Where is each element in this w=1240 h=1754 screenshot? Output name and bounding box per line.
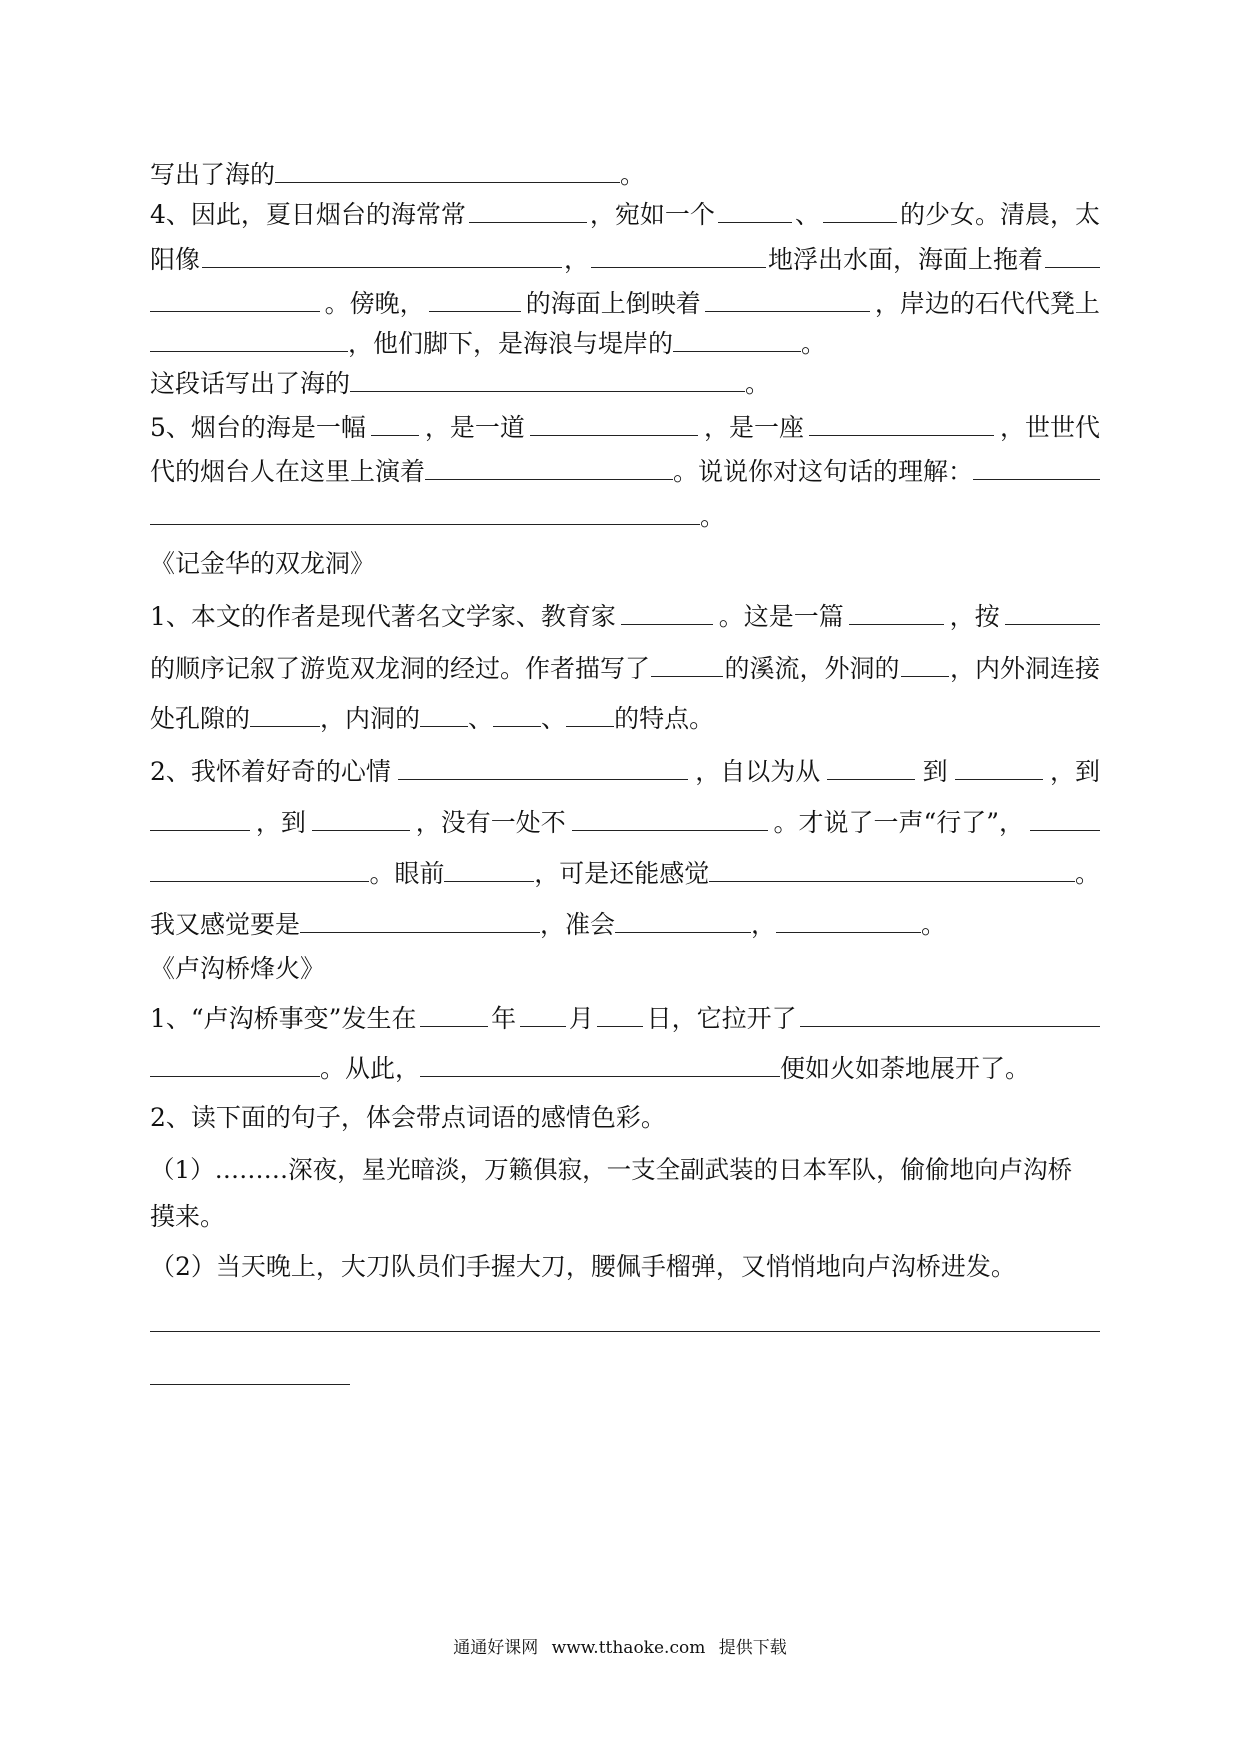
answer-blank[interactable] (425, 455, 673, 480)
answer-blank[interactable] (597, 1002, 643, 1027)
answer-blank[interactable] (849, 600, 944, 625)
answer-blank[interactable] (776, 908, 921, 933)
answer-blank[interactable] (1045, 243, 1100, 268)
answer-blank[interactable] (809, 411, 994, 436)
text: 1、本文的作者是现代著名文学家、教育家 (150, 602, 616, 631)
answer-blank[interactable] (709, 857, 1075, 882)
sea-line-1 (150, 158, 1100, 192)
text: 。 (745, 369, 771, 398)
text: 5、烟台的海是一幅 (150, 413, 366, 442)
answer-blank[interactable] (973, 455, 1100, 480)
answer-blank[interactable] (530, 411, 698, 436)
cave-title: 《记金华的双龙洞》 (150, 549, 376, 578)
cave-q2-line-4 (150, 908, 1100, 942)
text: 1、“卢沟桥事变”发生在 (150, 1004, 417, 1033)
answer-blank[interactable] (429, 287, 521, 312)
sea-q5-line-2 (150, 455, 1100, 489)
answer-blank[interactable] (150, 500, 700, 525)
text: 便如火如荼地展开了。 (780, 1054, 1031, 1083)
text: 的溪流，外洞的 (724, 654, 900, 683)
answer-blank[interactable] (705, 287, 870, 312)
answer-blank[interactable] (350, 367, 745, 392)
answer-blank[interactable] (493, 702, 541, 727)
text: 这段话写出了海的 (150, 369, 351, 398)
text: 。 (921, 910, 947, 939)
cave-q1-line-3 (150, 702, 1100, 736)
text: 代的烟台人在这里上演着 (150, 457, 426, 486)
sea-q5-line-3 (150, 500, 1100, 534)
text: 、 (468, 704, 494, 733)
text: 。 (620, 160, 646, 189)
answer-blank[interactable] (615, 908, 751, 933)
text: ， (751, 910, 777, 939)
text: 4、因此，夏日烟台的海常常 (150, 200, 466, 229)
answer-blank[interactable] (651, 652, 723, 677)
text: 。说说你对这句话的理解： (673, 457, 974, 486)
answer-blank[interactable] (312, 806, 410, 831)
answer-blank[interactable] (150, 1052, 320, 1077)
text: 的特点。 (614, 704, 715, 733)
footer-site: 通通好课网 (453, 1638, 539, 1658)
answer-blank[interactable] (420, 1052, 780, 1077)
sea-q4-line-5 (150, 367, 1100, 401)
bridge-title: 《卢沟桥烽火》 (150, 954, 326, 983)
text: 。 (801, 329, 827, 358)
text: 阳像 (150, 245, 201, 274)
bridge-q2-line-1: 2、读下面的句子，体会带点词语的感情色彩。 (150, 1103, 666, 1132)
answer-blank[interactable] (566, 702, 614, 727)
answer-blank[interactable] (420, 1002, 488, 1027)
text: ，内外洞连接 (949, 654, 1100, 683)
text: ，宛如一个 (589, 200, 715, 229)
text: ，到 (1049, 757, 1100, 786)
text: ，准会 (540, 910, 616, 939)
answer-blank[interactable] (371, 411, 419, 436)
sea-q5-line-1 (150, 411, 1100, 445)
answer-blank[interactable] (520, 1002, 566, 1027)
text: 地浮出水面，海面上拖着 (767, 245, 1043, 274)
answer-blank[interactable] (469, 198, 587, 223)
cave-q2-line-2 (150, 806, 1100, 840)
text: ，到 (255, 808, 306, 837)
bridge-q2-sentence-1-cont: 摸来。 (150, 1202, 226, 1231)
text: 、 (794, 200, 820, 229)
answer-blank[interactable] (1030, 806, 1100, 831)
text: ，是一道 (424, 413, 525, 442)
answer-blank[interactable] (621, 600, 713, 625)
text: 。傍晚， (324, 289, 425, 318)
answer-blank[interactable] (673, 327, 801, 352)
footer-note: 提供下载 (718, 1638, 787, 1658)
answer-blank[interactable] (444, 857, 534, 882)
answer-blank[interactable] (150, 287, 320, 312)
answer-blank[interactable] (827, 755, 915, 780)
bridge-q1-line-2 (150, 1052, 1100, 1086)
answer-blank[interactable] (275, 158, 620, 183)
text: 。从此， (320, 1054, 421, 1083)
text: 处孔隙的 (150, 704, 251, 733)
text: 月 (568, 1004, 594, 1033)
text: 的顺序记叙了游览双龙洞的经过。作者描写了 (150, 654, 651, 683)
text: ，世世代 (999, 413, 1100, 442)
answer-blank[interactable] (250, 702, 320, 727)
text: 。才说了一声“行了”， (773, 808, 1025, 837)
answer-blank[interactable] (150, 327, 348, 352)
answer-blank[interactable] (823, 198, 897, 223)
text: ，按 (949, 602, 1000, 631)
bridge-q2-sentence-1: （1）………深夜，星光暗淡，万籁俱寂，一支全副武装的日本军队，偷偷地向卢沟桥 (150, 1155, 1073, 1184)
text: ，内洞的 (320, 704, 421, 733)
cave-q1-line-2 (150, 652, 1100, 686)
sea-q4-line-4 (150, 327, 1100, 361)
answer-blank[interactable] (955, 755, 1043, 780)
text: 日，它拉开了 (646, 1004, 797, 1033)
text: 写出了海的 (150, 160, 276, 189)
answer-blank[interactable] (150, 857, 369, 882)
answer-blank[interactable] (572, 806, 768, 831)
text: 2、我怀着好奇的心情 (150, 757, 391, 786)
bridge-q1-line-1 (150, 1002, 1100, 1036)
answer-blank[interactable] (1005, 600, 1100, 625)
answer-blank[interactable] (591, 243, 766, 268)
text: 到 (922, 757, 948, 786)
text: ，是一座 (703, 413, 804, 442)
sea-q4-line-3 (150, 287, 1100, 321)
answer-blank[interactable] (718, 198, 792, 223)
answer-line[interactable] (150, 1384, 350, 1385)
answer-blank[interactable] (420, 702, 468, 727)
text: 年 (491, 1004, 517, 1033)
text: 的少女。清晨，太 (899, 200, 1100, 229)
bridge-q2-sentence-2: （2）当天晚上，大刀队员们手握大刀，腰佩手榴弹，又悄悄地向卢沟桥进发。 (150, 1252, 1016, 1281)
text: ，他们脚下，是海浪与堤岸的 (348, 329, 674, 358)
sea-q4-line-1 (150, 198, 1100, 232)
cave-q2-line-3 (150, 857, 1100, 891)
text: 、 (541, 704, 567, 733)
text: 。 (700, 502, 726, 531)
answer-blank[interactable] (398, 755, 688, 780)
answer-blank[interactable] (800, 1002, 1100, 1027)
footer (0, 1636, 1240, 1660)
cave-q1-line-1 (150, 600, 1100, 634)
footer-url[interactable]: www.tthaoke.com (551, 1638, 706, 1658)
answer-blank[interactable] (150, 806, 250, 831)
answer-line[interactable] (150, 1331, 1100, 1332)
text: ，没有一处不 (415, 808, 566, 837)
text: ， (563, 245, 589, 274)
cave-q2-line-1 (150, 755, 1100, 789)
text: 的海面上倒映着 (525, 289, 701, 318)
sea-q4-line-2 (150, 243, 1100, 277)
text: 。眼前 (369, 859, 445, 888)
text: ，岸边的石代代凳上 (874, 289, 1100, 318)
text: 。这是一篇 (718, 602, 844, 631)
answer-blank[interactable] (901, 652, 949, 677)
text: ，自以为从 (695, 757, 821, 786)
answer-blank[interactable] (202, 243, 562, 268)
answer-blank[interactable] (300, 908, 540, 933)
text: ，可是还能感觉 (534, 859, 710, 888)
text: 我又感觉要是 (150, 910, 301, 939)
text: 。 (1074, 859, 1100, 888)
